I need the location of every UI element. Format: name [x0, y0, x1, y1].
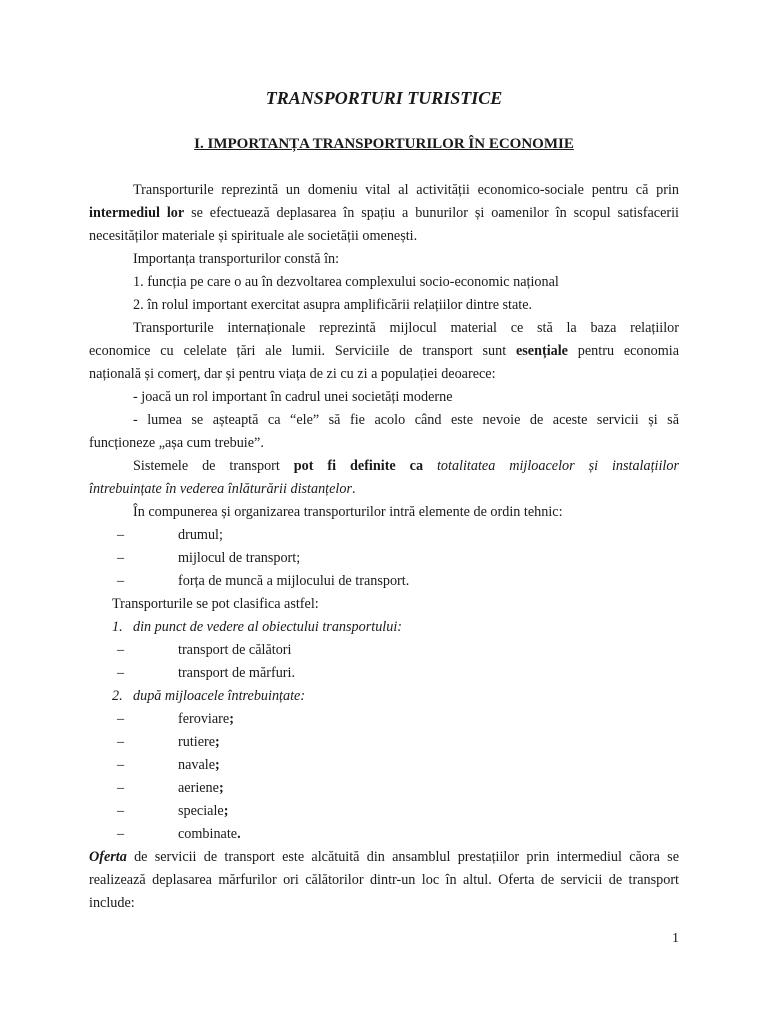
paragraph-line [89, 871, 679, 889]
text-span: combinate [178, 826, 238, 842]
text-span: - lumea se așteaptă ca “ele” să fie acolo când este nevoie de aceste servicii și să [133, 412, 679, 428]
list-item: drumul; [178, 527, 223, 543]
list-item [178, 802, 228, 820]
text-span: rutiere [178, 734, 216, 750]
dash-marker: – [117, 550, 125, 566]
dash-marker: – [117, 527, 125, 543]
list-item: transport de mărfuri. [178, 665, 296, 681]
text-span: feroviare [178, 711, 230, 727]
paragraph-line [89, 342, 679, 360]
bold-text: . [237, 826, 241, 842]
paragraph-line [89, 181, 679, 199]
list-item [178, 779, 224, 797]
dash-marker: – [117, 734, 125, 750]
dash-marker: – [117, 573, 125, 589]
bold-text: esențiale [515, 343, 568, 359]
dash-marker: – [117, 826, 125, 842]
list-number: 2. [112, 688, 123, 704]
bold-text: ; [215, 757, 220, 773]
list-item [178, 756, 220, 774]
paragraph-line: include: [89, 895, 135, 911]
paragraph-line: necesităților materiale și spirituale ale societății omenești. [89, 228, 418, 244]
bold-italic-text: Oferta [89, 849, 127, 865]
bold-text: ; [218, 780, 224, 796]
paragraph-line [89, 480, 356, 498]
dash-marker: – [117, 665, 125, 681]
list-item [178, 710, 234, 728]
importance-item-2: 2. în rolul important exercitat asupra amplificării relațiilor dintre state. [133, 297, 533, 313]
bold-text: ; [223, 803, 229, 819]
bold-text: ; [215, 734, 220, 750]
dash-marker: – [117, 780, 125, 796]
list-item [178, 825, 241, 843]
text-span: speciale [178, 803, 224, 819]
italic-text: totalitatea mijloacelor și instalațiilor [423, 458, 679, 474]
text-span: Sistemele de transport [133, 458, 294, 474]
text-span: . [351, 481, 356, 497]
document-title: TRANSPORTURI TURISTICE [265, 88, 503, 108]
dash-marker: – [117, 642, 125, 658]
paragraph-line: În compunerea și organizarea transporturilor intră elemente de ordin tehnic: [133, 504, 563, 520]
dash-marker: – [117, 803, 125, 819]
section-heading: I. IMPORTANȚA TRANSPORTURILOR ÎN ECONOMIE [194, 136, 574, 152]
list-item [178, 733, 220, 751]
paragraph-line [89, 457, 679, 475]
page-number: 1 [672, 931, 679, 946]
text-span: navale [178, 757, 216, 773]
bold-text: ; [229, 711, 234, 727]
text-span: aeriene [178, 780, 219, 796]
classification-intro: Transporturile se pot clasifica astfel: [112, 596, 319, 612]
text-span: realizează deplasarea mărfurilor ori călătorilor dintr-un loc în altul. Oferta de servicii de transport [89, 872, 679, 888]
text-span: Transporturile reprezintă un domeniu vital al activității economico-sociale pentru că prin [133, 182, 679, 198]
list-item: forța de muncă a mijlocului de transport. [178, 573, 410, 589]
list-item: transport de călători [178, 642, 292, 658]
text-span: Transporturile internaționale reprezintă mijlocul material ce stă la baza relațiilor [133, 320, 679, 336]
paragraph-line [89, 204, 679, 222]
bold-text: intermediul lor [89, 205, 185, 221]
classification-heading: din punct de vedere al obiectului transportului: [133, 619, 402, 635]
importance-intro: Importanța transporturilor constă în: [133, 251, 340, 267]
paragraph-line [89, 848, 679, 866]
paragraph-line [89, 319, 679, 337]
text-span: pentru economia [567, 343, 679, 359]
classification-heading: după mijloacele întrebuințate: [133, 688, 306, 704]
bullet-line: - joacă un rol important în cadrul unei societăți moderne [133, 389, 453, 405]
list-item: mijlocul de transport; [178, 550, 301, 566]
text-span: se efectuează deplasarea în spațiu a bunurilor și oamenilor în scopul satisfacerii [184, 205, 679, 221]
dash-marker: – [117, 711, 125, 727]
list-number: 1. [112, 619, 123, 635]
text-span: economice cu celelate țări ale lumii. Serviciile de transport sunt [89, 343, 516, 359]
paragraph-line: funcționeze „așa cum trebuie”. [89, 435, 264, 451]
italic-text: întrebuințate în vederea înlăturării distanțelor [89, 481, 352, 497]
importance-item-1: 1. funcția pe care o au în dezvoltarea complexului socio-economic național [133, 274, 559, 290]
paragraph-line: națională și comerț, dar și pentru viața de zi cu zi a populației deoarece: [89, 366, 496, 382]
text-span: de servicii de transport este alcătuită din ansamblul prestațiilor prin intermediul căora se [126, 849, 679, 865]
dash-marker: – [117, 757, 125, 773]
bullet-line [133, 411, 679, 429]
bold-text: pot fi definite ca [293, 458, 424, 474]
